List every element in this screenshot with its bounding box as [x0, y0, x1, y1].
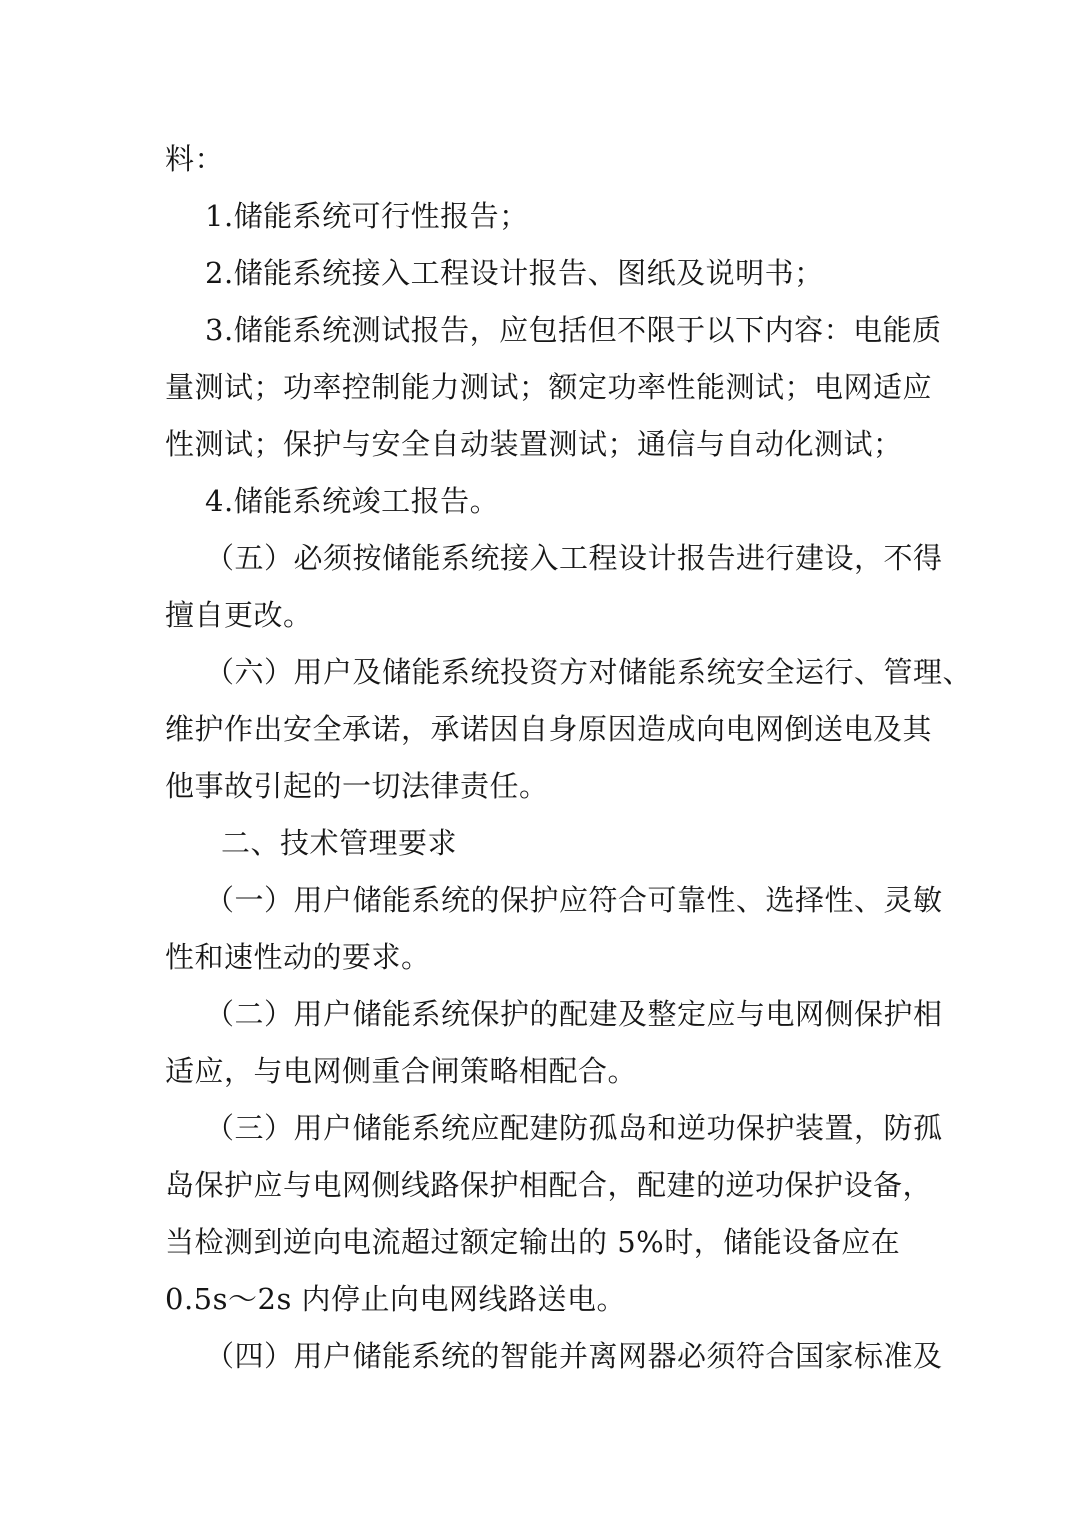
tech-paragraph-3-cont-3: 0.5s～2s 内停止向电网线路送电。: [165, 1282, 627, 1316]
paragraph-5-cont: 擅自更改。: [165, 598, 313, 632]
section-heading: 二、技术管理要求: [221, 826, 458, 860]
paragraph-5: （五）必须按储能系统接入工程设计报告进行建设，不得: [205, 541, 943, 575]
tech-paragraph-1: （一）用户储能系统的保护应符合可靠性、选择性、灵敏: [205, 883, 943, 917]
list-item-4: 4.储能系统竣工报告。: [205, 484, 500, 518]
tech-paragraph-3-cont-1: 岛保护应与电网侧线路保护相配合，配建的逆功保护设备，: [165, 1168, 933, 1202]
list-item-3-cont-2: 性测试；保护与安全自动装置测试；通信与自动化测试；: [165, 427, 903, 461]
paragraph-6-cont-2: 他事故引起的一切法律责任。: [165, 769, 549, 803]
paragraph-6-cont-1: 维护作出安全承诺，承诺因自身原因造成向电网倒送电及其: [165, 712, 933, 746]
document-body: [165, 131, 973, 1385]
tech-paragraph-1-cont: 性和速性动的要求。: [165, 940, 431, 974]
paragraph-6: （六）用户及储能系统投资方对储能系统安全运行、管理、: [205, 655, 973, 689]
tech-paragraph-4: （四）用户储能系统的智能并离网器必须符合国家标准及: [205, 1339, 943, 1373]
list-item-3-cont-1: 量测试；功率控制能力测试；额定功率性能测试；电网适应: [165, 370, 933, 404]
tech-paragraph-3-cont-2: 当检测到逆向电流超过额定输出的 5%时，储能设备应在: [165, 1225, 901, 1259]
list-item-1: 1.储能系统可行性报告；: [205, 199, 529, 233]
list-item-3: 3.储能系统测试报告，应包括但不限于以下内容：电能质: [205, 313, 942, 347]
list-item-2: 2.储能系统接入工程设计报告、图纸及说明书；: [205, 256, 824, 290]
tech-paragraph-2-cont: 适应，与电网侧重合闸策略相配合。: [165, 1054, 638, 1088]
text-line-continuation: 料：: [165, 142, 225, 176]
tech-paragraph-3: （三）用户储能系统应配建防孤岛和逆功保护装置，防孤: [205, 1111, 943, 1145]
tech-paragraph-2: （二）用户储能系统保护的配建及整定应与电网侧保护相: [205, 997, 943, 1031]
